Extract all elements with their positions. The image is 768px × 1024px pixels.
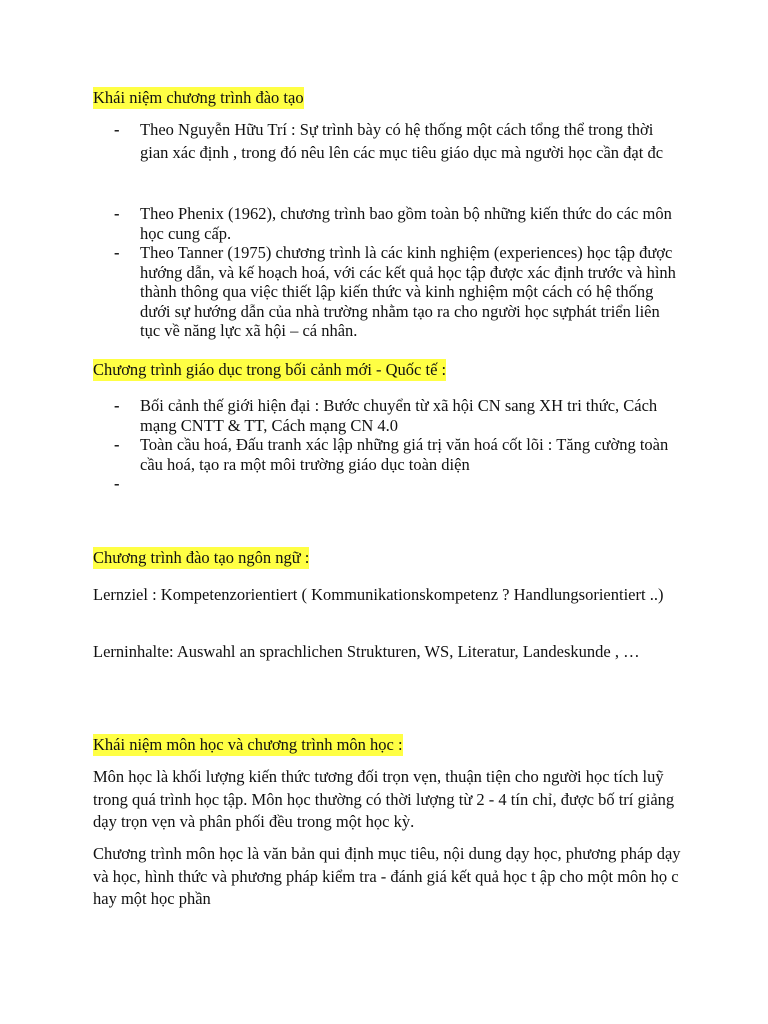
bullet-list-curriculum-definitions-continued [0, 204, 768, 341]
paragraph-lerninhalte: Lerninhalte: Auswahl an sprachlichen Strukturen, WS, Literatur, Landeskunde , … [93, 642, 640, 661]
heading-highlight: Chương trình đào tạo ngôn ngữ : [93, 548, 310, 567]
list-item-text: Theo Nguyễn Hữu Trí : Sự trình bày có hệ thống một cách tổng thể trong thời gian xác định , trong đó nêu lên các mục tiêu giáo dục mà người học cần đạt đc [140, 120, 664, 162]
bullet-list-curriculum-definitions [0, 119, 768, 164]
bullet-marker: - [114, 243, 120, 262]
heading-highlight: Chương trình giáo dục trong bối cảnh mới - Quốc tế : [93, 360, 447, 379]
list-item [0, 204, 768, 243]
bullet-marker: - [114, 435, 120, 454]
bullet-list-new-context [0, 396, 768, 494]
heading-curriculum-concept [93, 87, 304, 109]
list-item [0, 243, 768, 341]
list-item-text: Bối cảnh thế giới hiện đại : Bước chuyển từ xã hội CN sang XH tri thức, Cách mạng CNTT & TT, Cách mạng CN 4.0 [140, 396, 658, 435]
bullet-marker: - [114, 120, 120, 139]
paragraph-subject-definition: Môn học là khối lượng kiến thức tương đối trọn vẹn, thuận tiện cho người học tích luỹ trong quá trình học tập. Môn học thường có thời lượng từ 2 - 4 tín chỉ, được bố trí giảng dạy trọn vẹn và phân phối đều trong một học kỳ. [93, 767, 675, 831]
list-item-text: Toàn cầu hoá, Đấu tranh xác lập những giá trị văn hoá cốt lõi : Tăng cường toàn cầu hoá, tạo ra một môi trường giáo dục toàn diện [140, 435, 669, 474]
heading-highlight: Khái niệm môn học và chương trình môn học : [93, 735, 403, 754]
list-item [0, 119, 768, 164]
heading-education-new-context [93, 359, 446, 381]
heading-subject-concept [93, 734, 403, 756]
heading-language-training [93, 547, 309, 569]
heading-highlight: Khái niệm chương trình đào tạo [93, 88, 304, 107]
list-item-text: Theo Phenix (1962), chương trình bao gồm toàn bộ những kiến thức do các môn học cung cấp. [140, 204, 672, 243]
bullet-marker: - [114, 474, 120, 493]
list-item [0, 396, 768, 435]
list-item [0, 435, 768, 474]
bullet-marker: - [114, 204, 120, 223]
paragraph-subject-program: Chương trình môn học là văn bản qui định mục tiêu, nội dung dạy học, phương pháp dạy và học, hình thức và phương pháp kiểm tra - đánh giá kết quả học t ập cho một môn họ c hay một học phần [93, 844, 681, 908]
list-item-text: Theo Tanner (1975) chương trình là các kinh nghiệm (experiences) học tập được hướng dẫn, và kế hoạch hoá, với các kết quả học tập được xác định trước và hình thành thông qua việc thiết lập kiến thức và kinh nghiệm một cách có hệ thống dưới sự hướng dẫn của nhà trường nhằm tạo ra cho người học sựphát triển liên tục về năng lực xã hội – cá nhân. [140, 243, 676, 340]
paragraph-lernziel: Lernziel : Kompetenzorientiert ( Kommunikationskompetenz ? Handlungsorientiert ..) [93, 585, 664, 604]
list-item-empty [0, 474, 768, 494]
bullet-marker: - [114, 396, 120, 415]
